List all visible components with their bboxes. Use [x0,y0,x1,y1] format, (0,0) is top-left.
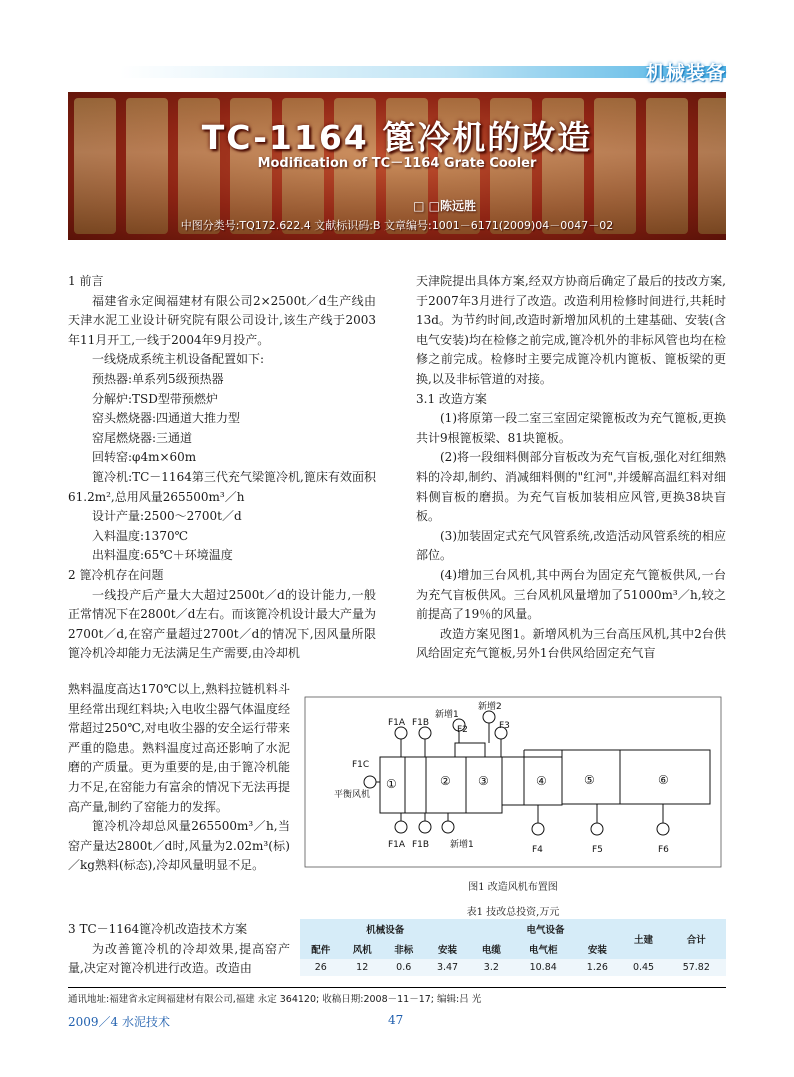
table-caption: 表1 技改总投资,万元 [466,907,560,918]
fan-icon [483,711,495,743]
chamber-label: ④ [536,774,547,788]
table-header: 电缆 [481,945,501,956]
investment-table [300,919,726,976]
list-item: (2)将一段细料侧部分盲板改为充气盲板,强化对红细熟料的冷却,制约、消减细料侧的"红河",并缓解高温红料对细料侧盲板的磨损。为充气盲板加装相应风管,更换38块盲板。 [416,450,726,524]
config-item: 回转窑:φ4m×60m [92,450,197,465]
section-heading-3: 3 TC－1164篦冷机改造技术方案 [68,922,248,936]
fan-icon [419,813,431,833]
fan-icon [532,805,544,835]
table-cell: 57.82 [682,962,710,973]
table-group-header: 土建 [634,935,654,946]
paragraph: 为改善篦冷机的冷却效果,提高窑产量,决定对篦冷机进行改造。改造由 [68,941,290,976]
table-group-header: 电气设备 [526,925,565,936]
fan-label: F2 [457,725,468,735]
chamber-label: ③ [478,774,489,788]
footer-divider [68,987,726,988]
fan-label: 新增1 [435,710,459,720]
fan-label: F6 [658,845,669,855]
config-item: 窑尾燃烧器:三通道 [92,430,193,445]
table-group-header: 机械设备 [366,925,405,936]
fan-icon [657,804,669,835]
table-header: 安装 [438,945,458,956]
fan-label: 新增2 [478,702,502,712]
section-heading-1: 1 前言 [68,274,104,288]
table-cell: 0.6 [396,962,412,973]
spec-item: 设计产量:2500～2700t／d [92,509,242,524]
fan-icon [591,804,603,835]
article-subtitle: Modification of TC－1164 Grate Cooler [257,156,537,171]
left-column-top [68,272,376,664]
fan-layout-diagram [300,695,726,870]
left-column-bottom [68,920,290,979]
fan-label: F1B [412,718,430,728]
table-cell: 26 [314,962,327,973]
air-duct-box [455,743,485,757]
config-item: 分解炉:TSD型带预燃炉 [92,391,218,406]
paragraph: 天津院提出具体方案,经双方协商后确定了最后的技改方案,于2007年3月进行了改造。改造利用检修时间进行,共耗时13d。为节约时间,改造时新增加风机的土建基础、安装(含电气安装)均在检修之前完成,篦冷机外的非标风管也均在检修之前完成。检修时主要完成篦冷机内篦板、篦板梁的更换,以及非标管道的对接。 [416,274,726,386]
config-item: 篦冷机:TC－1164第三代充气梁篦冷机,篦床有效面积61.2m²,总用风量265500m³／h [68,469,376,504]
paragraph: 一线投产后产量大大超过2500t／d的设计能力,一般正常情况下在2800t／d左右。而该篦冷机设计最大产量为2700t／d,在窑产量超过2700t／d的情况下,因风量所限篦冷机冷却能力无法满足生产需要,由冷却机 [68,587,376,661]
page-number: 47 [388,1013,404,1027]
section-heading-2: 2 篦冷机存在问题 [68,567,164,582]
paragraph: 福建省永定闽福建材有限公司2×2500t／d生产线由天津水泥工业设计研究院有限公司设计,该生产线于2003年11月开工,一线于2004年9月投产。 [68,293,376,347]
table-group-header: 合计 [686,935,706,946]
table-header: 风机 [352,945,372,956]
journal-issue: 2009／4 水泥技术 [68,1015,170,1029]
config-item: 窑头燃烧器:四通道大推力型 [92,411,241,426]
list-item: (1)将原第一段二室三室固定梁篦板改为充气篦板,更换共计9根篦板梁、81块篦板。 [416,411,726,445]
chamber-label: ⑤ [584,773,595,787]
fan-label: F1A [388,840,406,850]
fan-icon [364,776,380,788]
table-cell: 3.2 [483,962,499,973]
article-title: TC-1164 篦冷机的改造 [201,118,593,157]
right-column [416,272,726,664]
table-header: 安装 [587,945,607,956]
figure-caption: 图1 改造风机布置图 [468,882,558,893]
spec-item: 入料温度:1370℃ [92,528,189,543]
table-header: 非标 [394,945,414,956]
paragraph: 一线烧成系统主机设备配置如下: [92,352,265,367]
list-item: (4)增加三台风机,其中两台为固定充气篦板供风,一台为充气盲板供风。三台风机风量增加了51000m³／h,较之前提高了19％的风量。 [416,567,726,622]
table-cell: 0.45 [632,962,655,973]
table-cell: 1.26 [586,962,608,973]
chamber-label: ① [386,777,397,791]
table-header: 配件 [311,945,331,956]
list-item: (3)加装固定式充气风管系统,改造活动风管系统的相应部位。 [416,528,726,563]
article-author: □ □陈远胜 [413,199,476,213]
fan-icon [419,727,431,757]
classification-line: 中图分类号:TQ172.622.4 文献标识码:B 文章编号:1001－6171(2009)04－0047－02 [180,219,614,232]
fan-icon [442,813,454,833]
table-header: 电气柜 [528,945,558,956]
spec-item: 出料温度:65℃＋环境温度 [92,548,233,563]
fan-label: 平衡风机 [334,790,371,800]
table-cell: 3.47 [436,962,459,973]
fan-label: 新增1 [450,840,474,850]
chamber-1b [405,757,426,813]
footnote: 通讯地址:福建省永定闽福建材有限公司,福建 永定 364120; 收稿日期:2008－11－17; 编辑:吕 光 [68,994,482,1005]
chamber-label: ② [440,774,451,788]
fan-label: F1C [352,760,370,770]
fan-icon [395,727,407,757]
paragraph: 熟料温度高达170℃以上,熟料拉链机料斗里经常出现红料块;入电收尘器气体温度经常超过250℃,对电收尘器的安全运行带来严重的隐患。熟料温度过高还影响了水泥磨的产质量。更为重要的是,由于篦冷机能力不足,在窑能力有富余的情况下无法再提高产量,制约了窑能力的发挥。 [68,682,290,814]
table-cell: 12 [356,962,369,973]
section-tag: 机械装备 [645,62,726,84]
left-column-middle [68,680,290,876]
fan-label: F4 [532,845,543,855]
fan-label: F3 [499,721,510,731]
paragraph: 改造方案见图1。新增风机为三台高压风机,其中2台供风给固定充气篦板,另外1台供风给固定充气盲 [416,626,726,661]
header-gradient-strip [120,66,726,78]
fan-icon [395,813,407,833]
chamber-label: ⑥ [658,773,669,787]
table-row [300,959,726,976]
fan-label: F1A [388,718,406,728]
section-heading-3-1: 3.1 改造方案 [416,391,487,406]
table-cell: 10.84 [529,962,557,973]
config-item: 预热器:单系列5级预热器 [92,371,224,386]
fan-label: F5 [592,845,603,855]
paragraph: 篦冷机冷却总风量265500m³／h,当窑产量达2800t／d时,风量为2.02m³(标)／kg熟料(标态),冷却风量明显不足。 [68,819,290,873]
fan-icon [495,727,507,757]
fan-label: F1B [412,840,430,850]
